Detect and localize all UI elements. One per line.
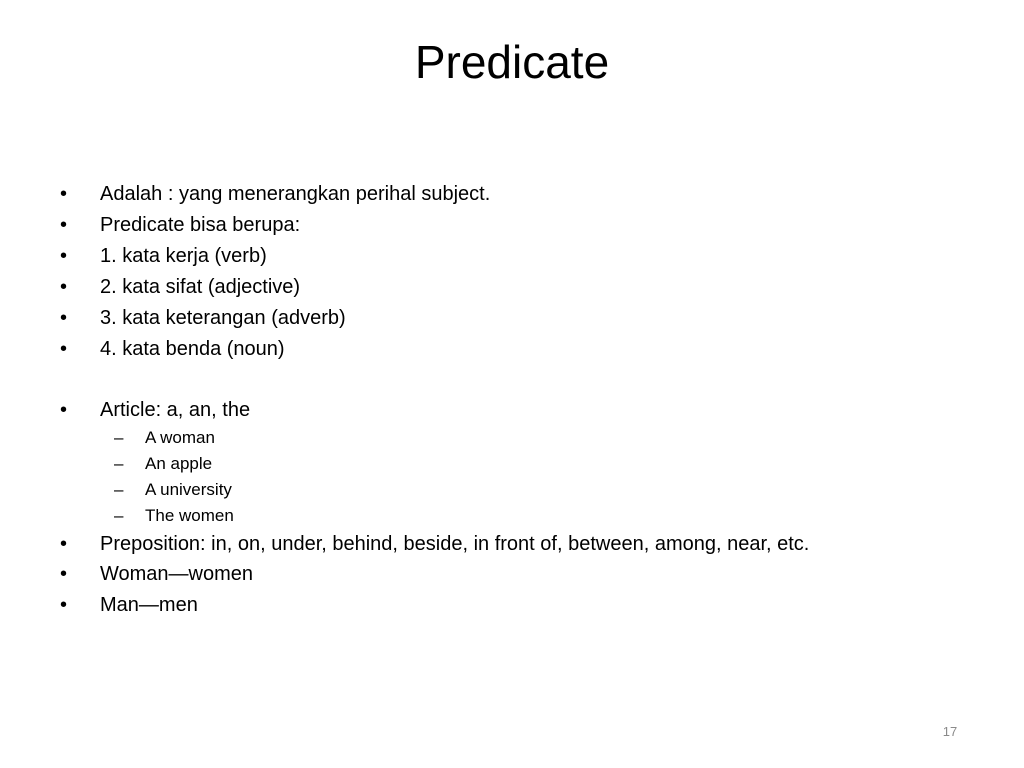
sub-list-item-text: An apple: [145, 454, 213, 473]
list-item-text: Man—men: [100, 594, 198, 616]
bullet-marker: •: [60, 183, 68, 205]
list-item-text: Article: a, an, the: [100, 399, 251, 421]
list-item-text: Woman—women: [100, 563, 254, 585]
bullet-marker: •: [60, 594, 68, 616]
sub-list-item-text: A woman: [145, 428, 215, 447]
list-item-text: 2. kata sifat (adjective): [100, 276, 301, 298]
slide-number: 17: [942, 724, 958, 739]
bullet-marker: •: [60, 276, 68, 298]
bullet-marker: •: [60, 338, 68, 360]
bullet-marker: •: [60, 563, 68, 585]
sub-list-item-text: The women: [145, 506, 234, 525]
list-item-text: Adalah : yang menerangkan perihal subject.: [100, 183, 491, 205]
dash-marker: –: [114, 428, 124, 447]
sub-list-item-text: A university: [145, 480, 232, 499]
list-item-text: 4. kata benda (noun): [100, 338, 285, 360]
list-item-text: Preposition: in, on, under, behind, beside, in front of, between, among, near, etc.: [100, 533, 810, 555]
bullet-marker: •: [60, 214, 68, 236]
slide-title: Predicate: [414, 36, 610, 88]
list-item-text: Predicate bisa berupa:: [100, 214, 301, 236]
dash-marker: –: [114, 480, 124, 499]
dash-marker: –: [114, 506, 124, 525]
list-item-text: 3. kata keterangan (adverb): [100, 307, 346, 329]
bullet-marker: •: [60, 533, 68, 555]
bullet-marker: •: [60, 307, 68, 329]
bullet-marker: •: [60, 399, 68, 421]
bullet-marker: •: [60, 245, 68, 267]
list-item-text: 1. kata kerja (verb): [100, 245, 267, 267]
dash-marker: –: [114, 454, 124, 473]
